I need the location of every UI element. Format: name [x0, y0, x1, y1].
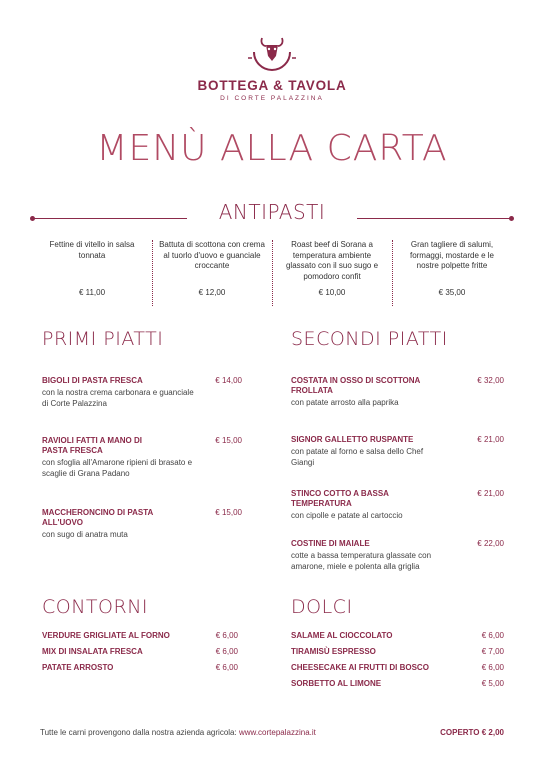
antipasti-list: [32, 240, 512, 306]
divider-dot: [509, 216, 514, 221]
page-title: MENÙ ALLA CARTA: [96, 128, 448, 169]
item-name: TIRAMISÙ ESPRESSO: [291, 647, 376, 656]
item-desc: con sfoglia all'Amarone ripieni di brasato e scaglie di Grana Padano: [42, 458, 193, 478]
brand-subtitle: DI CORTE PALAZZINA: [220, 95, 324, 102]
menu-item: [291, 631, 504, 645]
item-name: MIX DI INSALATA FRESCA: [42, 647, 143, 656]
item-price: € 6,00: [481, 631, 504, 640]
antipasto-price: € 12,00: [198, 288, 226, 297]
antipasto-item: [392, 240, 512, 306]
item-desc: con cipolle e patate al cartoccio: [291, 511, 403, 520]
menu-item: [42, 631, 238, 645]
menu-item: [291, 376, 504, 409]
item-price: € 21,00: [477, 435, 504, 444]
antipasto-desc: Battuta di scottona con crema al tuorlo d'uovo e guanciale croccante: [159, 240, 265, 270]
item-desc: con patate al forno e salsa dello Chef Giangi: [291, 447, 424, 467]
item-name: PATATE ARROSTO: [42, 663, 114, 672]
menu-item: [291, 679, 504, 693]
item-price: € 6,00: [215, 663, 238, 672]
antipasti-header: [32, 200, 512, 230]
item-name: BIGOLI DI PASTA FRESCA: [42, 376, 143, 385]
menu-item: [42, 436, 242, 479]
item-desc: cotte a bassa temperatura glassate con amarone, miele e polenta alla griglia: [291, 551, 432, 571]
divider-line: [357, 218, 512, 219]
item-name: RAVIOLI FATTI A MANO DI PASTA FRESCA: [42, 436, 142, 455]
website-link[interactable]: www.cortepalazzina.it: [238, 728, 316, 737]
coperto-price: COPERTO € 2,00: [440, 728, 504, 737]
item-price: € 15,00: [215, 436, 242, 445]
menu-item: [291, 435, 504, 468]
item-name: CHEESECAKE AI FRUTTI DI BOSCO: [291, 663, 429, 672]
menu-item: [291, 647, 504, 661]
item-desc: con la nostra crema carbonara e guanciale di Corte Palazzina: [42, 388, 194, 408]
item-name: STINCO COTTO A BASSA TEMPERATURA: [291, 489, 389, 508]
item-name: SIGNOR GALLETTO RUSPANTE: [291, 435, 414, 444]
bull-head-logo-icon: [244, 34, 300, 76]
footer-note: Tutte le carni provengono dalla nostra azienda agricola:: [40, 728, 239, 737]
item-name: MACCHERONCINO DI PASTA ALL'UOVO: [42, 508, 153, 527]
item-price: € 32,00: [477, 376, 504, 385]
brand-logo: [0, 34, 544, 102]
primi-heading: PRIMI PIATTI: [42, 328, 164, 350]
footer: [40, 728, 504, 737]
item-price: € 7,00: [481, 647, 504, 656]
antipasto-price: € 35,00: [438, 288, 466, 297]
item-name: VERDURE GRIGLIATE AL FORNO: [42, 631, 170, 640]
item-price: € 6,00: [481, 663, 504, 672]
item-price: € 14,00: [215, 376, 242, 385]
item-price: € 22,00: [477, 539, 504, 548]
brand-name: BOTTEGA & TAVOLA: [197, 78, 347, 93]
antipasti-heading: ANTIPASTI: [218, 200, 326, 224]
menu-item: [42, 376, 242, 409]
antipasto-desc: Gran tagliere di salumi, formaggi, mostarde e le nostre polpette fritte: [409, 240, 495, 270]
item-name: SORBETTO AL LIMONE: [291, 679, 382, 688]
item-price: € 5,00: [481, 679, 504, 688]
item-name: SALAME AL CIOCCOLATO: [291, 631, 393, 640]
antipasto-item: [152, 240, 272, 306]
antipasto-price: € 10,00: [318, 288, 346, 297]
antipasto-item: [32, 240, 152, 306]
menu-item: [42, 647, 238, 661]
menu-item: [291, 489, 504, 522]
dolci-heading: DOLCI: [291, 596, 353, 618]
menu-item: [291, 663, 504, 677]
contorni-heading: CONTORNI: [42, 596, 149, 618]
antipasto-price: € 11,00: [78, 288, 106, 297]
secondi-heading: SECONDI PIATTI: [291, 328, 448, 350]
item-name: COSTATA IN OSSO DI SCOTTONA FROLLATA: [291, 376, 421, 395]
item-name: COSTINE DI MAIALE: [291, 539, 370, 548]
antipasto-desc: Roast beef di Sorana a temperatura ambiente glassato con il suo sugo e pomodoro confit: [285, 240, 379, 281]
menu-item: [291, 539, 504, 572]
item-price: € 6,00: [215, 647, 238, 656]
item-desc: con patate arrosto alla paprika: [291, 398, 399, 407]
antipasto-desc: Fettine di vitello in salsa tonnata: [49, 240, 135, 260]
antipasto-item: [272, 240, 392, 306]
item-price: € 6,00: [215, 631, 238, 640]
item-price: € 21,00: [477, 489, 504, 498]
menu-item: [42, 663, 238, 677]
item-price: € 15,00: [215, 508, 242, 517]
item-desc: con sugo di anatra muta: [42, 530, 128, 539]
menu-item: [42, 508, 242, 541]
